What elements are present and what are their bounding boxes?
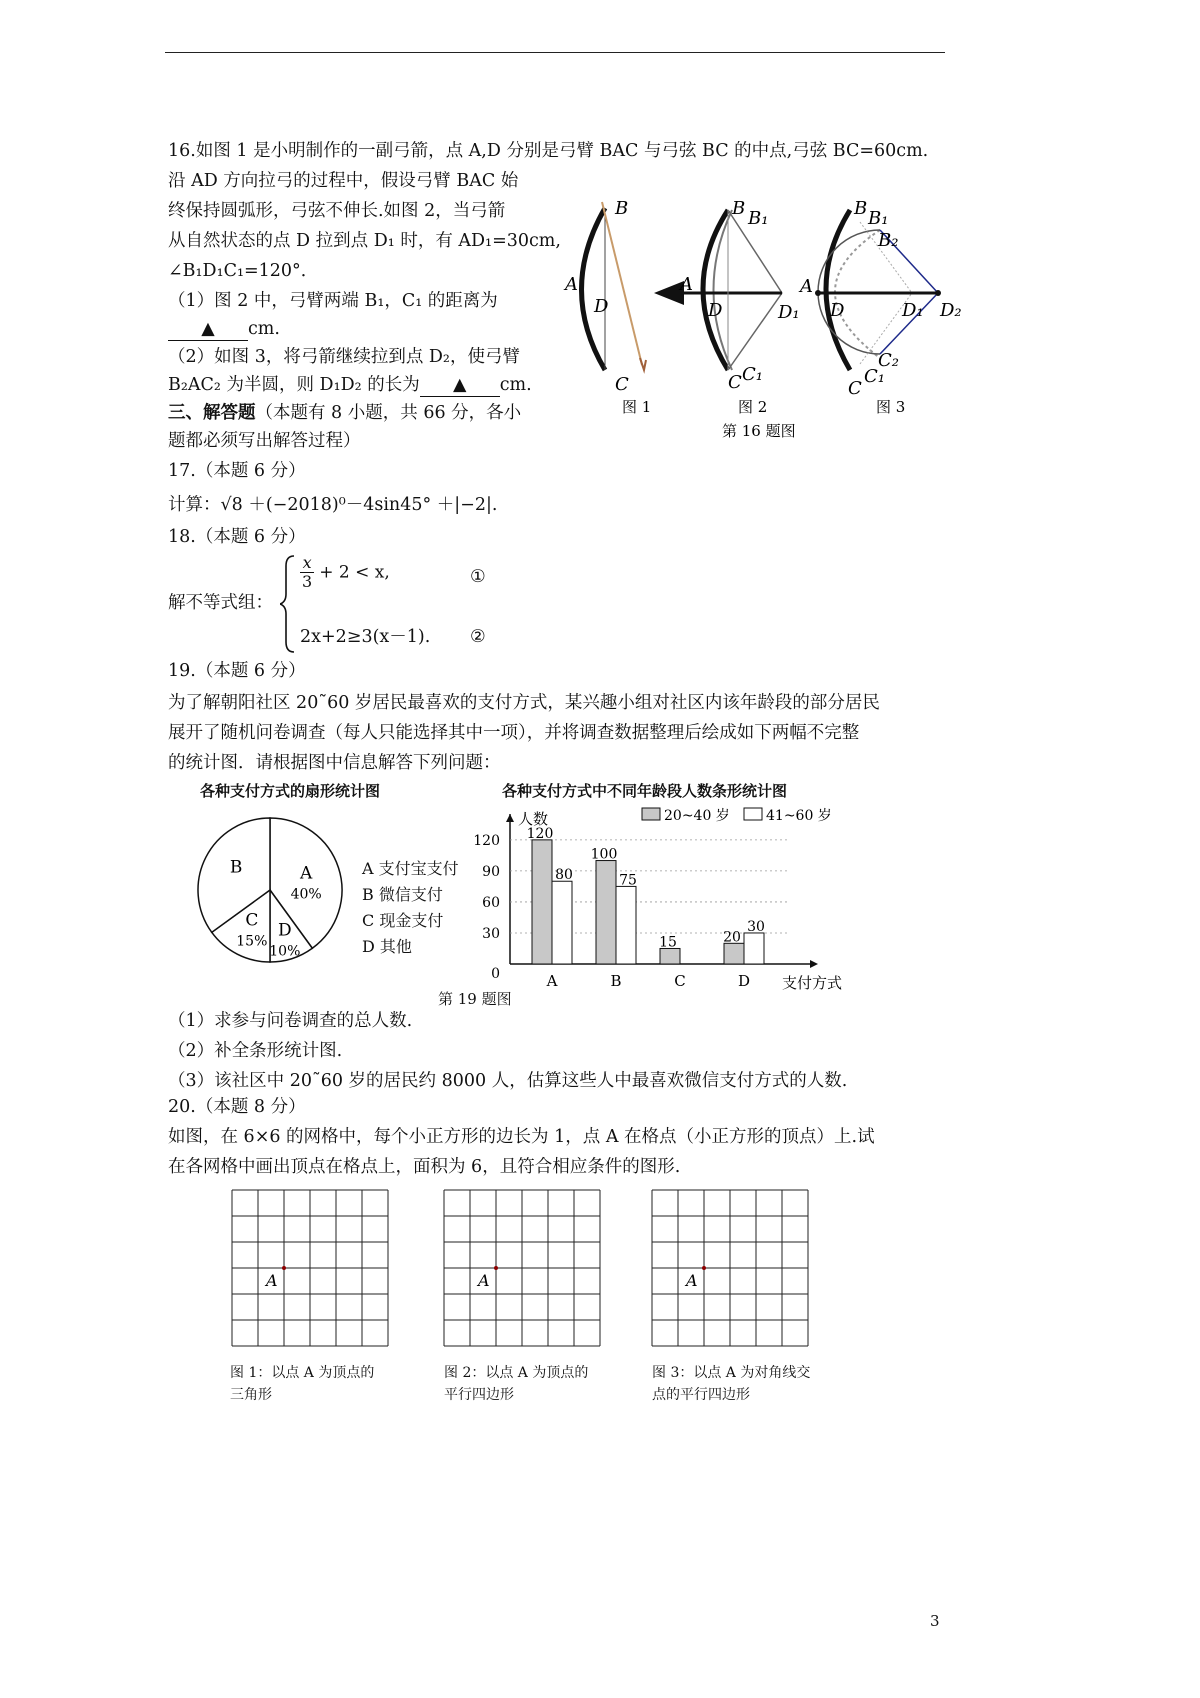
pie-legend [362, 856, 459, 960]
x-axis-arrow [810, 960, 818, 968]
bow-figure-1 [563, 198, 651, 416]
fig2-label-D1: D₁ [778, 302, 800, 323]
bar-D-series2 [744, 933, 764, 964]
pie-legend-A: A 支付宝支付 [362, 859, 459, 878]
fig2-label-B: B [732, 198, 746, 219]
q19-head: 19.（本题 6 分） [168, 661, 306, 681]
x-tick-D: D [737, 972, 751, 990]
header-rule [165, 52, 945, 53]
q16-figure-caption: 第 16 题图 [722, 422, 796, 440]
legend-swatch-1 [642, 808, 660, 820]
q18-mark1: ① [470, 567, 486, 587]
page-number: 3 [930, 1612, 940, 1630]
fig1-label-D: D [594, 296, 609, 317]
bar-A-series2 [552, 881, 572, 964]
bar-A-series1 [532, 840, 552, 964]
q18-ineq1 [300, 554, 390, 591]
grid-1-caption-line2: 三角形 [230, 1387, 272, 1403]
legend-label-1: 20~40 岁 [664, 808, 730, 824]
point-A-marker [494, 1266, 498, 1270]
q18-frac-den: 3 [302, 572, 313, 591]
fig2-label-D: D [708, 300, 723, 321]
q16-line1: 16.如图 1 是小明制作的一副弓箭，点 A,D 分别是弓臂 BAC 与弓弦 BC 的中点,弓弦 BC=60cm. [168, 141, 929, 161]
grid-2-caption [444, 1362, 588, 1406]
q16-line3: 终保持圆弧形，弓弦不伸长.如图 2，当弓箭 [168, 201, 506, 221]
bar-label-A-series1: 120 [526, 825, 554, 842]
q18-mark2: ② [470, 627, 486, 647]
q16-line2: 沿 AD 方向拉弓的过程中，假设弓臂 BAC 始 [168, 171, 519, 191]
q19-p3: 的统计图．请根据图中信息解答下列问题： [168, 753, 501, 773]
q16-line5: ∠B₁D₁C₁=120°． [168, 261, 319, 281]
q20-head: 20.（本题 8 分） [168, 1097, 306, 1117]
q17-body [168, 490, 497, 520]
bar-label-D-series2: 30 [747, 918, 765, 935]
answer-blank-2: ▲ [420, 374, 500, 397]
pie-label-A: A [299, 863, 313, 884]
q16-figure [560, 190, 980, 450]
q19-sub1: （1）求参与问卷调查的总人数. [168, 1011, 413, 1031]
fig2-caption: 图 2 [738, 398, 768, 416]
q17-head: 17.（本题 6 分） [168, 461, 306, 481]
grid-3-caption-line1: 图 3：以点 A 为对角线交 [652, 1365, 811, 1381]
fig3-label-C2: C₂ [878, 350, 899, 371]
section3-desc2: 题都必须写出解答过程） [168, 431, 361, 451]
y-axis-label: 人数 [518, 810, 549, 828]
pie-label-C: C [245, 910, 259, 931]
bar-label-B-series2: 75 [619, 872, 637, 889]
y-axis-arrow [506, 814, 514, 822]
fig3-caption: 图 3 [876, 398, 906, 416]
section3-title: 三、解答题 [168, 403, 256, 423]
q18-ineq1-rest: + 2 < x, [319, 562, 390, 583]
q19-sub2: （2）补全条形统计图. [168, 1041, 343, 1061]
bar-label-B-series1: 100 [590, 846, 618, 863]
x-tick-B: B [610, 972, 622, 990]
bar-title: 各种支付方式中不同年龄段人数条形统计图 [502, 782, 788, 800]
fig1-label-B: B [615, 198, 629, 219]
point-A-label: A [478, 1271, 490, 1290]
fig1-label-A: A [565, 274, 578, 295]
section3-desc1: （本题有 8 小题，共 66 分，各小 [255, 403, 522, 423]
fig3-label-B2: B₂ [878, 230, 899, 251]
fig2-label-C: C [728, 372, 742, 393]
answer-blank-1: ▲ [168, 318, 248, 341]
fig3-label-D2: D₂ [940, 300, 962, 321]
grid-1-caption-line1: 图 1：以点 A 为顶点的 [230, 1365, 375, 1381]
y-tick-120: 120 [473, 832, 500, 849]
bar-chart [470, 798, 860, 998]
legend-swatch-2 [744, 808, 762, 820]
pie-legend-B: B 微信支付 [362, 885, 443, 904]
grid-2-caption-line2: 平行四边形 [444, 1387, 514, 1403]
pie-legend-C: C 现金支付 [362, 911, 444, 930]
q20-p2: 在各网格中画出顶点在格点上，面积为 6，且符合相应条件的图形. [168, 1157, 681, 1177]
q18-frac-num: x [302, 553, 312, 572]
bow-figure-3 [798, 198, 962, 416]
bar-label-C-series1: 15 [659, 934, 677, 951]
grid-3 [650, 1188, 810, 1348]
pie-percent-A: 40% [290, 886, 322, 903]
pie-title: 各种支付方式的扇形统计图 [200, 782, 381, 800]
legend-label-2: 41~60 岁 [766, 808, 832, 824]
pie-label-D: D [278, 920, 292, 941]
grid-1 [230, 1188, 390, 1348]
y-tick-60: 60 [482, 894, 500, 911]
q18-head: 18.（本题 6 分） [168, 527, 306, 547]
q16-sub2-unit: cm. [499, 375, 532, 395]
fig1-caption: 图 1 [622, 398, 652, 416]
pie-percent-D: 10% [269, 943, 301, 960]
y-tick-0: 0 [491, 966, 500, 982]
grid-1-caption [230, 1362, 374, 1406]
bar-B-series2 [616, 886, 636, 964]
bar-C-series1 [660, 948, 680, 964]
point-A-marker [282, 1266, 286, 1270]
fig3-label-B1: B₁ [868, 208, 889, 229]
q18-ineq2: 2x+2≥3(x－1). [300, 627, 431, 647]
q19-p2: 展开了随机问卷调查（每人只能选择其中一项），并将调查数据整理后绘成如下两幅不完整 [168, 723, 860, 743]
bar-D-series1 [724, 943, 744, 964]
q17-prefix: 计算： [168, 495, 221, 515]
q16-sub2-text: （2）如图 3，将弓箭继续拉到点 D₂，使弓臂 [168, 347, 520, 367]
q17-expression: √8 ＋(−2018)⁰－4sin45° ＋|−2|. [220, 495, 498, 515]
point-A-marker [702, 1266, 706, 1270]
fig2-label-B1: B₁ [748, 208, 769, 229]
y-tick-90: 90 [482, 863, 500, 880]
q16-sub2-prefix: B₂AC₂ 为半圆，则 D₁D₂ 的长为 [168, 375, 420, 395]
fig1-label-C: C [615, 374, 629, 395]
q19-p1: 为了解朝阳社区 20˜60 岁居民最喜欢的支付方式，某兴趣小组对社区内该年龄段的部分居民 [168, 693, 880, 713]
fig2-label-A: A [680, 274, 693, 295]
bar-label-D-series1: 20 [723, 929, 741, 946]
fig3-label-C: C [848, 378, 862, 399]
fig3-label-D: D [830, 300, 845, 321]
grid-3-caption-line2: 点的平行四边形 [652, 1387, 750, 1403]
q16-sub1-text: （1）图 2 中，弓臂两端 B₁，C₁ 的距离为 [168, 291, 498, 311]
bar-label-A-series2: 80 [555, 867, 573, 884]
pie-chart [190, 800, 370, 980]
fig3-label-A: A [800, 276, 813, 297]
fig3-label-C1: C₁ [864, 366, 885, 387]
x-axis-label: 支付方式 [782, 974, 843, 992]
q19-sub3: （3）该社区中 20˜60 岁的居民约 8000 人，估算这些人中最喜欢微信支付方式的人数. [168, 1071, 848, 1091]
q18-prefix: 解不等式组： [168, 593, 273, 613]
q16-sub2-answer [168, 370, 532, 400]
y-tick-30: 30 [482, 925, 500, 942]
fig3-label-B: B [854, 198, 868, 219]
grid-2 [442, 1188, 602, 1348]
q19-figure-caption: 第 19 题图 [438, 990, 512, 1008]
fig3-label-D1: D₁ [902, 300, 924, 321]
q16-sub1-unit: cm. [248, 319, 280, 339]
pie-label-B: B [229, 857, 243, 878]
q16-line4: 从自然状态的点 D 拉到点 D₁ 时，有 AD₁=30cm, [168, 231, 561, 251]
point-A-label: A [266, 1271, 278, 1290]
pie-legend-D: D 其他 [362, 937, 412, 956]
grid-3-caption [652, 1362, 810, 1406]
q16-sub1-answer [168, 314, 280, 344]
bar-B-series1 [596, 861, 616, 964]
q20-p1: 如图，在 6×6 的网格中，每个小正方形的边长为 1，点 A 在格点（小正方形的顶点）上.试 [168, 1127, 875, 1147]
pie-percent-C: 15% [236, 933, 268, 950]
section3-heading [168, 398, 521, 428]
x-tick-C: C [674, 972, 686, 990]
bow-figure-2 [660, 198, 800, 416]
x-tick-A: A [546, 972, 558, 990]
point-A-label: A [686, 1271, 698, 1290]
fig2-label-C1: C₁ [742, 364, 763, 385]
grid-2-caption-line1: 图 2：以点 A 为顶点的 [444, 1365, 589, 1381]
